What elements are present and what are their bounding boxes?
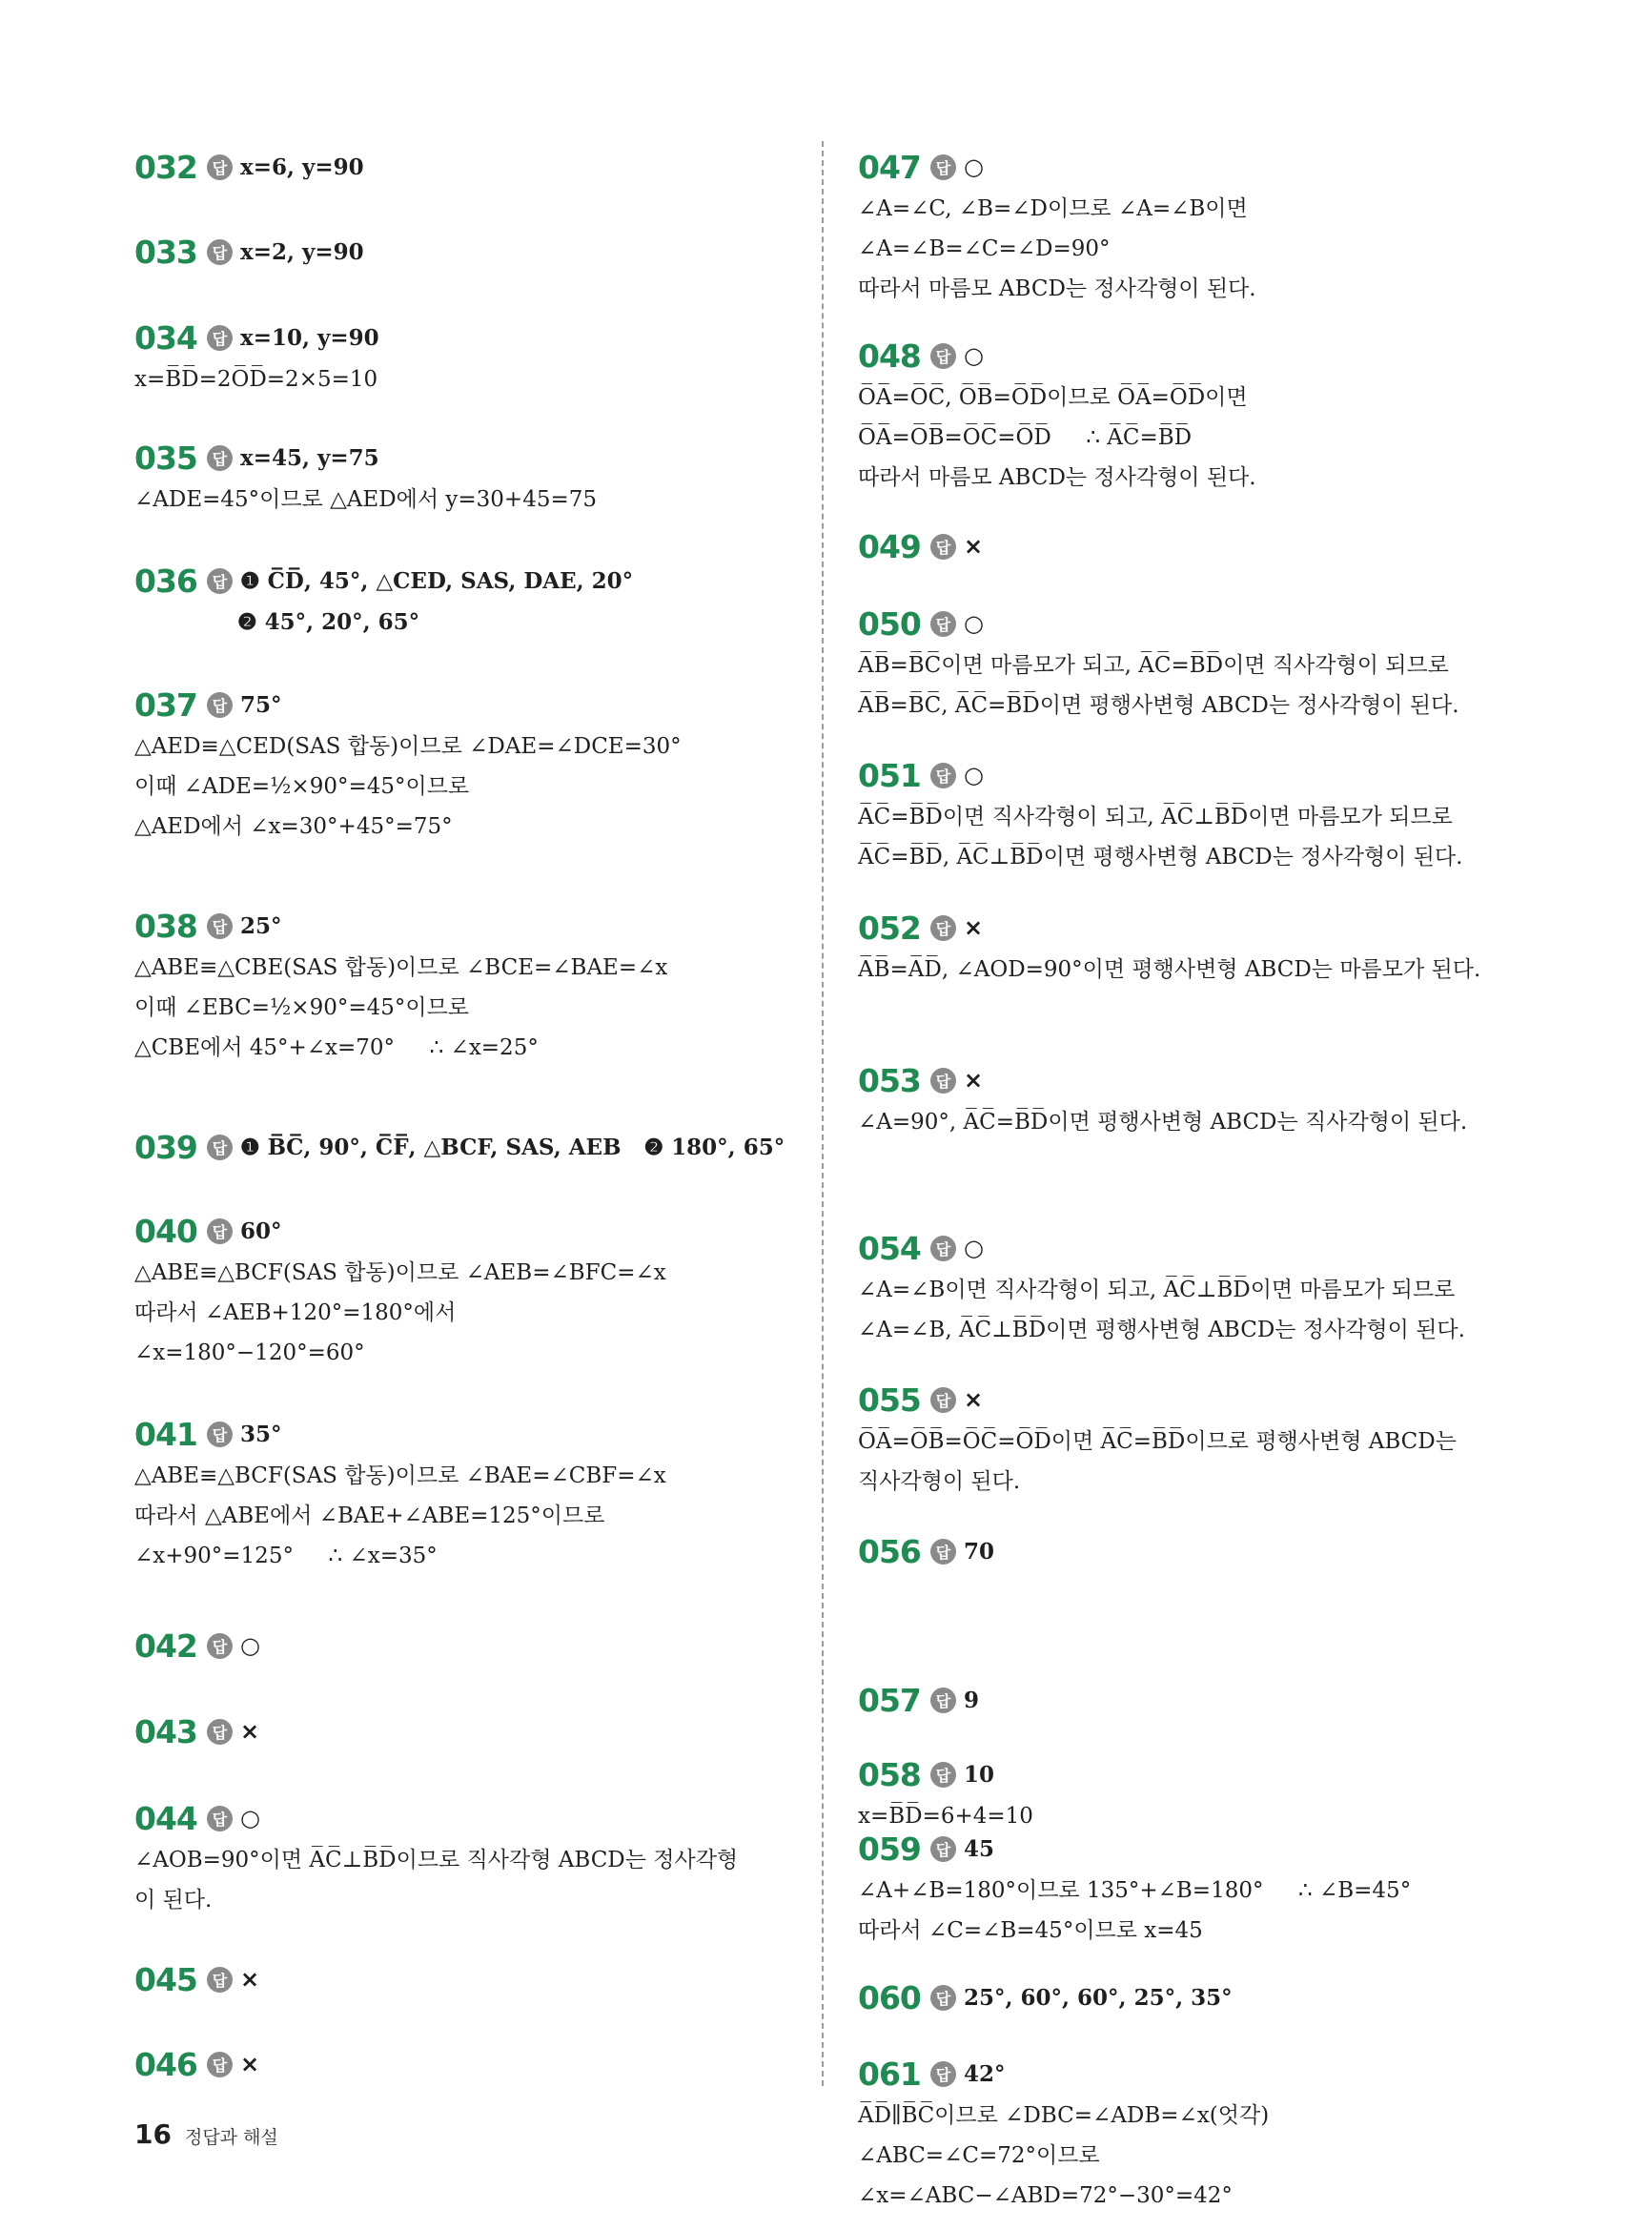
answer-value: ○ [964,342,984,369]
answer-item [858,1975,1525,2019]
answer-header [134,1709,802,1753]
explanation-line: A̅B̅=B̅C̅, A̅C̅=B̅D̅이면 평행사변형 ABCD는 정사각형이 된다. [858,693,1459,718]
explanation-line: O̅A̅=O̅C̅, O̅B̅=O̅D̅이므로 O̅A̅=O̅D̅이면 [858,385,1248,410]
answer-value: ❶ C̅D̅, 45°, △CED, SAS, DAE, 20° [240,567,634,594]
problem-number: 049 [858,527,921,565]
answer-header [134,436,802,480]
answer-value: ○ [964,153,984,180]
answer-value: 35° [240,1421,282,1447]
explanation-line: ∠x+90°=125° ∴ ∠x=35° [134,1544,438,1568]
explanation-line: ∠x=180°−120°=60° [134,1340,365,1365]
explanation-line: x=B̅D̅=2O̅D̅=2×5=10 [134,367,378,392]
explanation-line: ∠A=∠C, ∠B=∠D이므로 ∠A=∠B이면 [858,196,1248,221]
answer-badge: 답 [207,325,233,351]
answer-header [134,1624,802,1667]
answer-item [858,1226,1525,1350]
answer-header [858,1752,1525,1796]
answer-header [134,316,802,359]
problem-number: 037 [134,685,197,724]
explanation-line: △AED에서 ∠x=30°+45°=75° [134,814,453,839]
page-label: 정답과 해설 [184,2127,278,2148]
answer-value: 45 [964,1835,995,1862]
explanation-line: △ABE≡△BCF(SAS 합동)이므로 ∠AEB=∠BFC=∠x [134,1260,666,1285]
answer-badge: 답 [207,2052,233,2077]
answer-item [858,1378,1525,1502]
answer-badge: 답 [207,1422,233,1447]
problem-number: 050 [858,604,921,643]
explanation-line: ∠A=90°, A̅C̅=B̅D̅이면 평행사변형 ABCD는 직사각형이 된다. [858,1110,1468,1135]
answer-badge: 답 [930,915,956,941]
problem-number: 051 [858,756,921,794]
explanation-line: A̅D̅∥B̅C̅이므로 ∠DBC=∠ADB=∠x(엇각) [858,2103,1270,2128]
answer-badge: 답 [207,445,233,471]
problem-number: 034 [134,318,197,357]
answer-header [858,1226,1525,1270]
explanation-line: A̅C̅=B̅D̅, A̅C̅⊥B̅D̅이면 평행사변형 ABCD는 정사각형이 된다. [858,845,1463,869]
answer-value: ○ [964,610,984,637]
problem-number: 045 [134,1960,197,1998]
answer-badge: 답 [207,1135,233,1160]
explanation-line: 이때 ∠EBC=½×90°=45°이므로 [134,995,470,1020]
answer-item [134,1624,802,1667]
explanation-line: ∠ADE=45°이므로 △AED에서 y=30+45=75 [134,487,597,512]
problem-number: 039 [134,1128,197,1166]
answer-badge: 답 [930,1236,956,1261]
answer-header [134,230,802,274]
answer-header [858,1827,1525,1871]
answer-header [134,2042,802,2086]
answer-value: 42° [964,2060,1006,2087]
answer-item [134,1125,802,1169]
answer-value: x=45, y=75 [240,444,379,471]
answer-value: 10 [964,1761,995,1788]
answer-badge: 답 [207,1218,233,1244]
problem-number: 036 [134,562,197,600]
answer-item [858,1678,1525,1722]
explanation-line: A̅B̅=B̅C̅이면 마름모가 되고, A̅C̅=B̅D̅이면 직사각형이 되므로 [858,653,1449,678]
page-number: 16 [134,2118,172,2150]
answer-header [858,145,1525,189]
answer-header [858,1378,1525,1422]
answer-badge: 답 [930,1539,956,1565]
answer-badge: 답 [930,1836,956,1862]
explanation-line: x=B̅D̅=6+4=10 [858,1804,1033,1829]
explanation-line: 직사각형이 된다. [858,1469,1021,1494]
problem-number: 061 [858,2055,921,2093]
explanation-line: ∠A=∠B, A̅C̅⊥B̅D̅이면 평행사변형 ABCD는 정사각형이 된다. [858,1318,1465,1342]
answer-item [134,436,802,520]
answer-value: ○ [964,1235,984,1261]
answer-value: × [964,533,984,560]
problem-number: 060 [858,1978,921,2016]
problem-number: 046 [134,2045,197,2083]
problem-number: 038 [134,907,197,945]
problem-number: 052 [858,909,921,947]
answer-value: 25° [240,912,282,939]
answer-item [134,1957,802,2001]
answer-badge: 답 [930,154,956,180]
answer-value: 9 [964,1687,980,1713]
problem-number: 048 [858,337,921,375]
explanation-line: 따라서 마름모 ABCD는 정사각형이 된다. [858,276,1256,301]
answer-item [858,1529,1525,1573]
answer-item [858,602,1525,726]
answer-item [858,906,1525,990]
problem-number: 055 [858,1381,921,1419]
answer-item [858,1058,1525,1142]
explanation-line: △AED≡△CED(SAS 합동)이므로 ∠DAE=∠DCE=30° [134,734,682,759]
explanation-line: △CBE에서 45°+∠x=70° ∴ ∠x=25° [134,1035,539,1060]
column-divider [822,141,824,2086]
problem-number: 058 [858,1755,921,1793]
explanation-line: △ABE≡△BCF(SAS 합동)이므로 ∠BAE=∠CBF=∠x [134,1463,666,1488]
answer-badge: 답 [930,1985,956,2011]
explanation-line: ∠x=∠ABC−∠ABD=72°−30°=42° [858,2183,1233,2208]
answer-header [134,1125,802,1169]
explanation-line: 이때 ∠ADE=½×90°=45°이므로 [134,774,470,799]
answer-header [858,1678,1525,1722]
answer-badge: 답 [930,534,956,560]
answer-item [134,1709,802,1753]
answer-item [134,145,802,189]
answer-item [134,1412,802,1576]
answer-badge: 답 [930,611,956,637]
answer-value: x=10, y=90 [240,324,379,351]
problem-number: 043 [134,1712,197,1750]
answer-badge: 답 [207,154,233,180]
answer-badge: 답 [930,763,956,788]
answer-badge: 답 [207,1719,233,1745]
answer-item [134,1796,802,1920]
explanation-line: 이 된다. [134,1888,213,1913]
answer-value: × [240,1718,260,1745]
answer-value: ○ [964,762,984,788]
answer-badge: 답 [207,1967,233,1993]
answer-item [858,2052,1525,2216]
answer-item [134,559,802,643]
answer-badge: 답 [930,1387,956,1413]
answer-header [858,1529,1525,1573]
answer-value: x=6, y=90 [240,153,364,180]
answer-item [134,1209,802,1373]
answer-badge: 답 [930,2061,956,2087]
answer-header [134,683,802,726]
answer-header [134,1209,802,1253]
answer-item [134,683,802,847]
explanation-line: ∠A=∠B=∠C=∠D=90° [858,236,1111,261]
answer-badge: 답 [930,1762,956,1788]
answer-item [134,230,802,274]
answer-item [858,334,1525,498]
answer-header [858,524,1525,568]
explanation-line: ∠AOB=90°이면 A̅C̅⊥B̅D̅이므로 직사각형 ABCD는 정사각형 [134,1848,739,1872]
problem-number: 042 [134,1626,197,1665]
explanation-line: 따라서 마름모 ABCD는 정사각형이 된다. [858,465,1256,490]
explanation-line: ∠ABC=∠C=72°이므로 [858,2143,1100,2168]
answer-value: × [240,2051,260,2077]
answer-value: 75° [240,691,282,718]
explanation-line: 따라서 ∠C=∠B=45°이므로 x=45 [858,1918,1203,1943]
problem-number: 054 [858,1229,921,1267]
answer-badge: 답 [930,1068,956,1094]
answer-header [134,559,802,603]
problem-number: 059 [858,1830,921,1868]
answer-item [858,1752,1525,1836]
explanation-line: 따라서 △ABE에서 ∠BAE+∠ABE=125°이므로 [134,1504,605,1528]
problem-number: 056 [858,1532,921,1570]
answer-item [134,904,802,1068]
answer-header [858,1058,1525,1102]
explanation-line: A̅B̅=A̅D̅, ∠AOD=90°이면 평행사변형 ABCD는 마름모가 된다. [858,957,1481,982]
answer-item [134,2042,802,2086]
answer-header [134,1957,802,2001]
answer-value: × [964,1386,984,1413]
answer-value: 70 [964,1538,995,1565]
answer-item [858,524,1525,568]
answer-value: x=2, y=90 [240,238,364,265]
answer-badge: 답 [930,343,956,369]
problem-number: 035 [134,439,197,477]
answer-value: × [964,1067,984,1094]
answer-badge: 답 [207,1806,233,1831]
answer-item [858,145,1525,309]
answer-badge: 답 [207,239,233,265]
explanation-line: ∠A+∠B=180°이므로 135°+∠B=180° ∴ ∠B=45° [858,1878,1412,1903]
answer-value: × [964,914,984,941]
answer-header [858,906,1525,950]
explanation-line: O̅A̅=O̅B̅=O̅C̅=O̅D̅ ∴ A̅C̅=B̅D̅ [858,425,1193,450]
answer-header [858,334,1525,378]
answer-header [858,753,1525,797]
explanation-line: 따라서 ∠AEB+120°=180°에서 [134,1300,457,1325]
answer-header [858,2052,1525,2096]
problem-number: 041 [134,1415,197,1453]
answer-header [134,1412,802,1456]
problem-number: 044 [134,1799,197,1837]
problem-number: 057 [858,1681,921,1719]
answer-header [858,602,1525,645]
answer-value: × [240,1966,260,1993]
answer-badge: 답 [207,692,233,718]
answer-value: 60° [240,1217,282,1244]
answer-item [858,1827,1525,1951]
answer-item [134,316,802,399]
answer-value-second: ❷ 45°, 20°, 65° [237,609,420,635]
answer-badge: 답 [207,1633,233,1659]
answer-header [858,1975,1525,2019]
explanation-line: △ABE≡△CBE(SAS 합동)이므로 ∠BCE=∠BAE=∠x [134,955,668,980]
explanation-line: A̅C̅=B̅D̅이면 직사각형이 되고, A̅C̅⊥B̅D̅이면 마름모가 되므로 [858,805,1453,829]
answer-header [134,904,802,948]
answer-header [134,1796,802,1840]
page-footer [134,2118,278,2150]
answer-value: ❶ B̅C̅, 90°, C̅F̅, △BCF, SAS, AEB ❷ 180°, 65° [240,1134,785,1160]
answer-header [134,145,802,189]
answer-value: ○ [240,1632,260,1659]
answer-value: ○ [240,1805,260,1831]
answer-badge: 답 [930,1688,956,1713]
problem-number: 047 [858,148,921,186]
answer-badge: 답 [207,568,233,594]
problem-number: 033 [134,233,197,271]
explanation-line: ∠A=∠B이면 직사각형이 되고, A̅C̅⊥B̅D̅이면 마름모가 되므로 [858,1278,1456,1302]
problem-number: 032 [134,148,197,186]
problem-number: 053 [858,1061,921,1099]
answer-value: 25°, 60°, 60°, 25°, 35° [964,1984,1233,2011]
answer-item [858,753,1525,877]
explanation-line: O̅A̅=O̅B̅=O̅C̅=O̅D̅이면 A̅C̅=B̅D̅이므로 평행사변형 ABCD는 [858,1429,1457,1454]
problem-number: 040 [134,1212,197,1250]
answer-badge: 답 [207,913,233,939]
